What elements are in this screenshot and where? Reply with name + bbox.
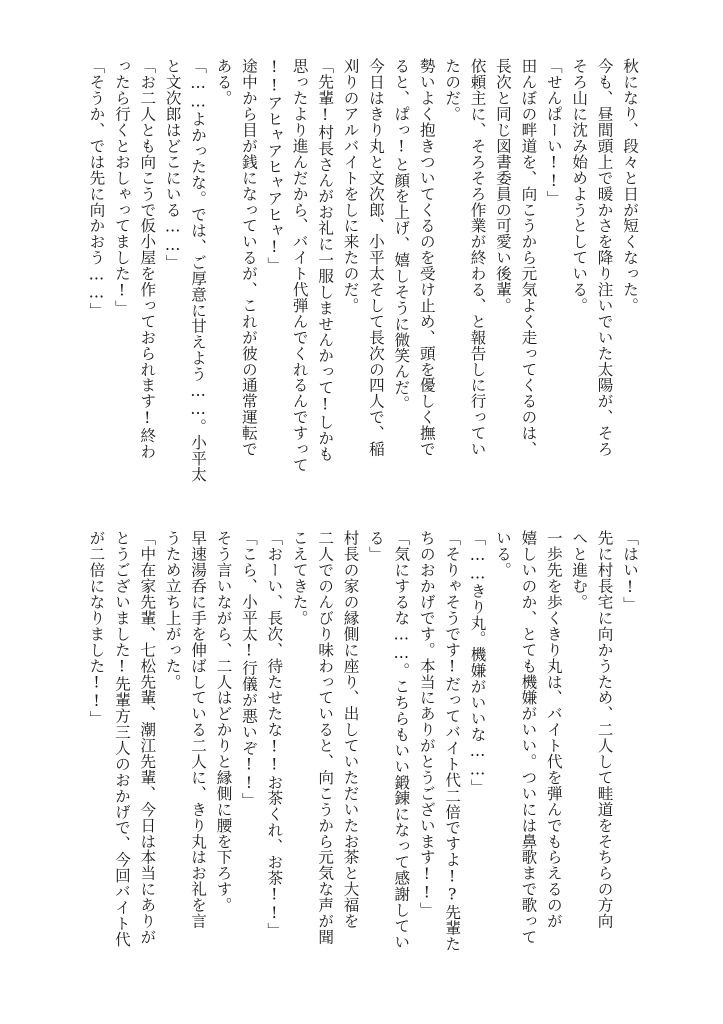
text-line: こえてきた。 <box>290 530 309 626</box>
text-line: 秋になり、段々と日が短くなった。 <box>621 58 639 314</box>
text-line: ると、ぱっ!と顔を上げ、嬉しそうに微笑んだ。 <box>392 58 411 412</box>
top-text-block <box>87 58 642 494</box>
text-line: る」 <box>366 530 385 562</box>
text-line: 村長の家の縁側に座り、出していただいたお茶と大福を <box>341 530 360 929</box>
text-line: 「はい!」 <box>621 530 639 613</box>
text-line: そう言いながら、二人はどかりと縁側に腰を下ろす。 <box>214 530 233 913</box>
text-line: が二倍になりました!!」 <box>87 530 106 727</box>
text-line: 「そうか、では先に向かおう……」 <box>87 58 106 318</box>
text-line: 早速湯呑に手を伸ばしている二人に、きり丸はお礼を言 <box>189 530 208 929</box>
text-line: 「先輩!村長さんがお礼に一服しませんかって!しかも <box>316 58 335 462</box>
text-line: !!アヒャアヒャアヒャ!」 <box>265 58 284 273</box>
text-line: 一歩先を歩くきり丸は、バイト代を弾んでもらえるのが <box>544 530 563 929</box>
text-line: 長次と同じ図書委員の可愛い後輩。 <box>493 58 512 314</box>
text-line: 勢いよく抱きついてくるのを受け止め、頭を優しく撫で <box>417 58 436 457</box>
text-line: 二人でのんびり味わっていると、向こうから元気な声が聞 <box>316 530 335 945</box>
text-line: そろ山に沈み始めようとしている。 <box>570 58 589 314</box>
text-line: ったら行くとおしゃってました!」 <box>112 58 131 316</box>
text-line: うため立ち上がった。 <box>163 530 182 690</box>
text-line: 今も、昼間頭上で暖かさを降り注いでいた太陽が、そろ <box>595 58 614 457</box>
text-line: へと進む。 <box>570 530 589 610</box>
text-line: 今日はきり丸と文次郎、小平太そして長次の四人で、稲 <box>366 58 385 457</box>
text-line: 「こら、小平太!行儀が悪いぞ!!」 <box>239 530 258 809</box>
text-line: 嬉しいのか、とても機嫌がいい。ついには鼻歌まで歌って <box>519 530 538 945</box>
text-line: とうございました!先輩方三人のおかげで、今回バイト代 <box>112 530 131 948</box>
text-line: 「せんぱーい!!」 <box>544 58 563 207</box>
text-line: 「そりゃそうです!だってバイト代二倍ですよ!?先輩た <box>443 530 462 952</box>
text-line: 刈りのアルバイトをしに来たのだ。 <box>341 58 360 314</box>
text-line: 思ったより進んだから、バイト代弾んでくれるんですって <box>290 58 309 473</box>
text-line: 「……よかったな。では、ご厚意に甘えよう……。小平太 <box>189 58 208 483</box>
text-line: 依頼主に、そろそろ作業が終わる、と報告しに行ってい <box>468 58 487 457</box>
text-line: 途中から目が銭になっているが、これが彼の通常運転で <box>239 58 258 457</box>
text-line: と文次郎はどこにいる……」 <box>163 58 182 271</box>
text-line: 「……きり丸。機嫌がいいな……」 <box>468 530 487 795</box>
text-line: ちのおかげです。本当にありがとうございます!!」 <box>417 530 436 918</box>
bottom-text-block <box>87 530 642 966</box>
text-line: ある。 <box>214 58 233 106</box>
text-line: 田んぼの畔道を、向こうから元気よく走ってくるのは、 <box>519 58 538 457</box>
text-line: 「中在家先輩、七松先輩、潮江先輩、今日は本当にありが <box>138 530 157 945</box>
text-line: 先に村長宅に向かうため、二人して畦道をそちらの方向 <box>595 530 614 929</box>
text-line: 「気にするな……。こちらもいい鍛錬になって感謝してい <box>392 530 411 950</box>
text-line: たのだ。 <box>443 58 462 122</box>
text-line: 「お二人とも向こうで仮小屋を作っておられます!終わ <box>138 58 157 460</box>
text-line: いる。 <box>493 530 512 578</box>
text-line: 「おーい、長次、待たせたな!!お茶くれ、お茶!!」 <box>265 530 284 939</box>
